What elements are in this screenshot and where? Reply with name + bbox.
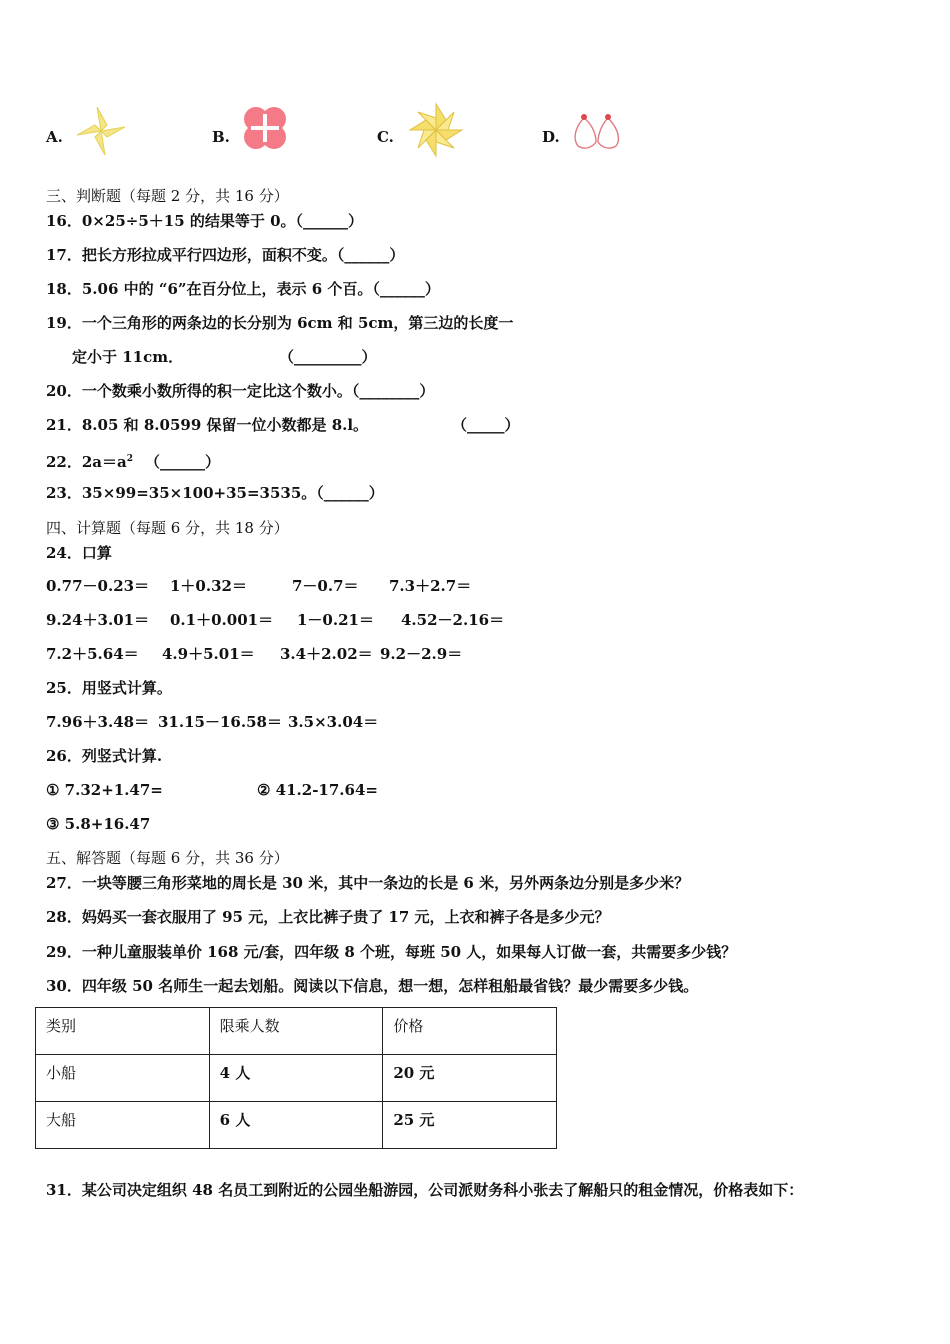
question-21: 21．8.05 和 8.0599 保留一位小数都是 8.l。 — [46, 416, 369, 434]
table-cell: 小船 — [36, 1055, 210, 1102]
question-29: 29．一种儿童服装单价 168 元/套，四年级 8 个班，每班 50 人，如果每人订做一套，共需要多少钱？ — [46, 943, 737, 961]
oral-calc-item: 3.4＋2.02＝ — [280, 645, 373, 663]
question-16: 16．0×25÷5＋15 的结果等于 0。（______） — [46, 212, 364, 230]
question-17: 17．把长方形拉成平行四边形，面积不变。（______） — [46, 246, 405, 264]
oral-calc-item: 0.1＋0.001＝ — [170, 611, 274, 629]
option-c-label: C. — [377, 128, 394, 146]
question-27: 27．一块等腰三角形菜地的周长是 30 米，其中一条边的长是 6 米，另外两条边分别是多少米？ — [46, 874, 690, 892]
question-18: 18．5.06 中的 “6”在百分位上，表示 6 个百。（______） — [46, 280, 440, 298]
question-26-item-1: ① 7.32+1.47= — [46, 781, 163, 799]
boat-price-table — [35, 1007, 557, 1149]
oral-calc-item: 1－0.21＝ — [297, 611, 374, 629]
question-22-blank: （______） — [145, 453, 221, 471]
question-26-item-3: ③ 5.8+16.47 — [46, 815, 151, 833]
vertical-calc-item: 7.96＋3.48＝ — [46, 713, 150, 731]
oral-calc-item: 9.2－2.9＝ — [380, 645, 463, 663]
oral-calc-item: 0.77－0.23＝ — [46, 577, 150, 595]
option-a-label: A. — [46, 128, 63, 146]
question-26-item-2: ② 41.2-17.64= — [257, 781, 378, 799]
section-4-title: 四、计算题（每题 6 分，共 18 分） — [46, 519, 289, 537]
table-header-row — [36, 1008, 557, 1055]
oral-calc-item: 7－0.7＝ — [292, 577, 359, 595]
pinwheel-icon — [74, 104, 128, 158]
oral-calc-item: 1＋0.32＝ — [170, 577, 247, 595]
clover-icon — [238, 104, 292, 154]
table-header-cell: 价格 — [383, 1008, 557, 1055]
sun-pinwheel-icon — [408, 102, 464, 158]
question-25: 25．用竖式计算。 — [46, 679, 172, 697]
table-header-cell: 限乘人数 — [209, 1008, 383, 1055]
oral-calc-item: 4.52－2.16＝ — [401, 611, 505, 629]
question-24: 24．口算 — [46, 544, 112, 562]
table-cell: 25 元 — [383, 1102, 557, 1149]
vertical-calc-item: 3.5×3.04＝ — [288, 713, 379, 731]
section-3-title: 三、判断题（每题 2 分，共 16 分） — [46, 187, 289, 205]
table-cell: 大船 — [36, 1102, 210, 1149]
question-19-line1: 19．一个三角形的两条边的长分别为 6cm 和 5cm，第三边的长度一 — [46, 314, 514, 332]
question-21-blank: （_____） — [452, 416, 520, 434]
table-header-cell: 类别 — [36, 1008, 210, 1055]
question-31: 31．某公司决定组织 48 名员工到附近的公园坐船游园，公司派财务科小张去了解船只的租金情况，价格表如下： — [46, 1181, 804, 1199]
vertical-calc-item: 31.15－16.58＝ — [158, 713, 282, 731]
section-5-title: 五、解答题（每题 6 分，共 36 分） — [46, 849, 289, 867]
oral-calc-item: 7.3＋2.7＝ — [389, 577, 472, 595]
table-cell: 6 人 — [209, 1102, 383, 1149]
question-28: 28．妈妈买一套衣服用了 95 元，上衣比裤子贵了 17 元，上衣和裤子各是多少元？ — [46, 908, 610, 926]
table-cell: 20 元 — [383, 1055, 557, 1102]
question-26: 26．列竖式计算. — [46, 747, 163, 765]
question-19-line2: 定小于 11cm． — [72, 348, 184, 366]
oral-calc-item: 4.9＋5.01＝ — [162, 645, 255, 663]
question-30: 30．四年级 50 名师生一起去划船。阅读以下信息，想一想，怎样租船最省钱？最少需要多少钱。 — [46, 977, 699, 995]
table-row — [36, 1055, 557, 1102]
option-d-label: D. — [542, 128, 560, 146]
question-20: 20．一个数乘小数所得的积一定比这个数小。（________） — [46, 382, 435, 400]
bird-pair-icon — [570, 112, 624, 152]
question-22-exponent: 2 — [126, 454, 134, 464]
question-22 — [46, 449, 220, 472]
question-23: 23．35×99=35×100+35=3535。（______） — [46, 484, 384, 502]
question-22-text: 22．2a＝a — [46, 453, 127, 471]
oral-calc-item: 7.2＋5.64＝ — [46, 645, 139, 663]
question-19-blank: （_________） — [279, 348, 377, 366]
table-cell: 4 人 — [209, 1055, 383, 1102]
table-row — [36, 1102, 557, 1149]
oral-calc-item: 9.24＋3.01＝ — [46, 611, 150, 629]
option-b-label: B. — [212, 128, 230, 146]
